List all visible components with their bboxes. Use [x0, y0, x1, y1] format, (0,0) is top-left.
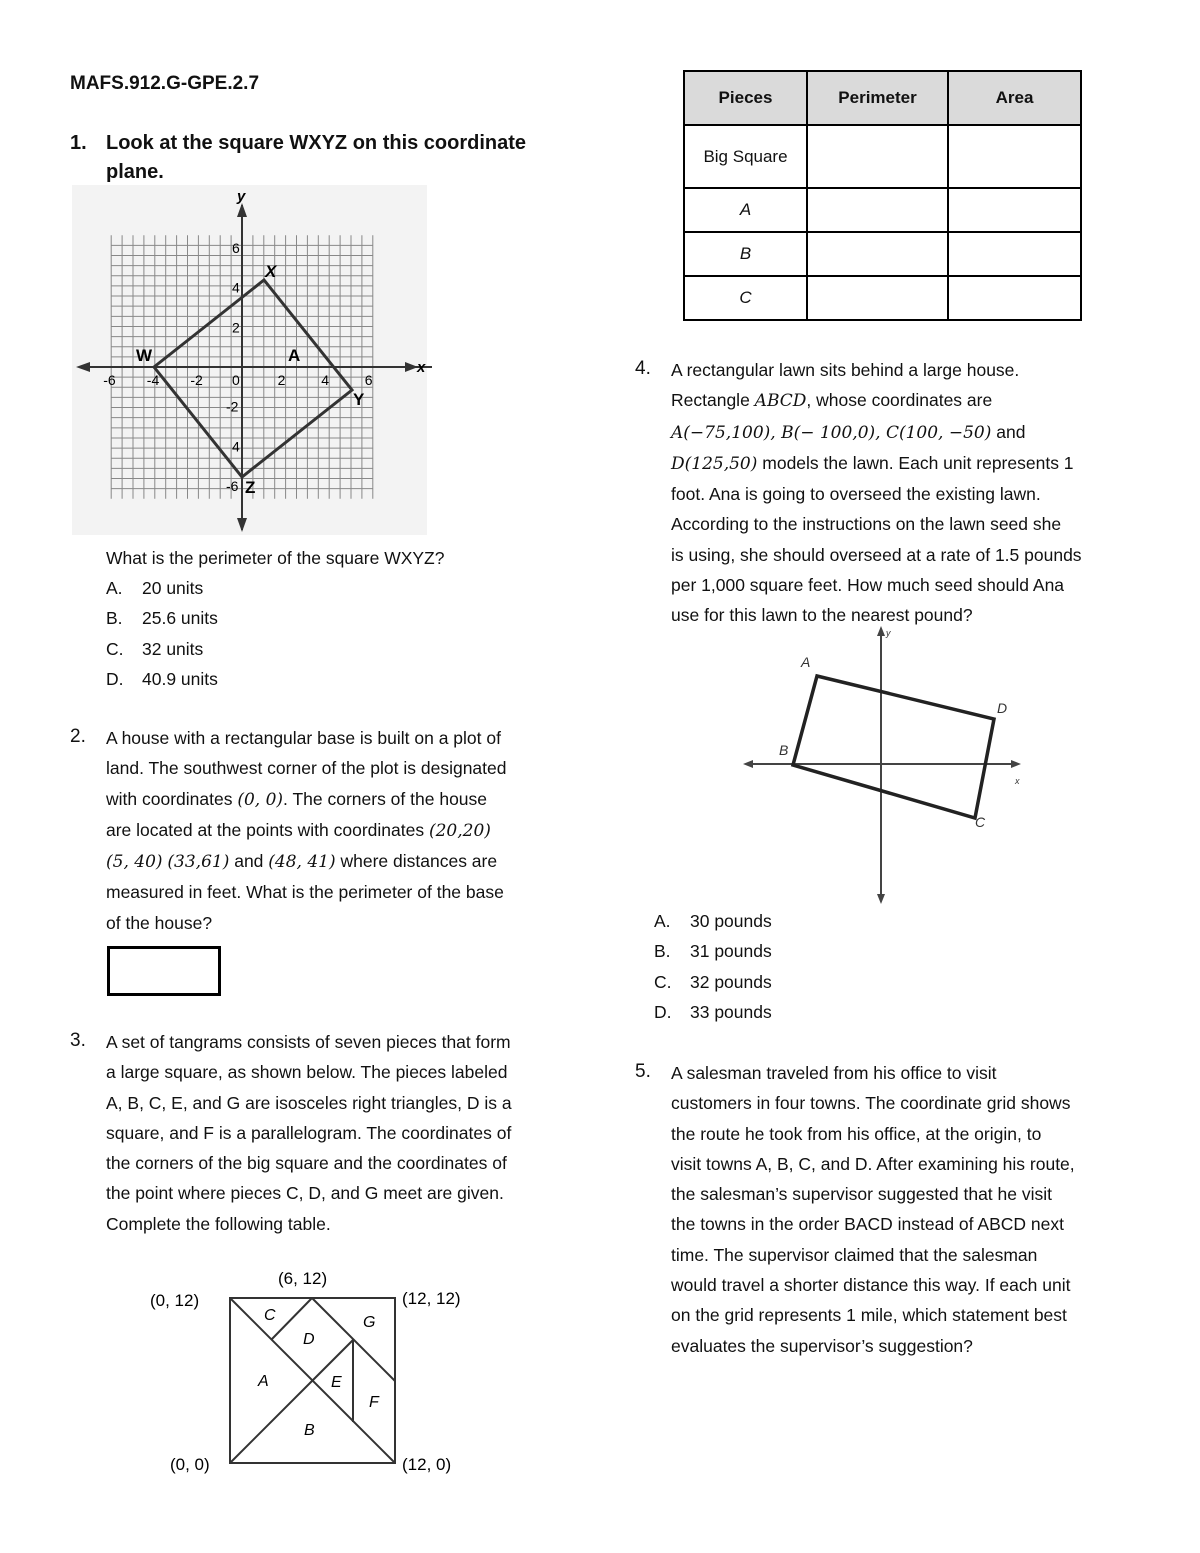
text-run: and	[229, 851, 269, 872]
option-letter: B.	[654, 941, 671, 962]
q3-tangram-figure	[150, 1262, 490, 1482]
q2-line	[106, 784, 506, 815]
text-run: Rectangle	[671, 390, 755, 411]
text-run: and	[991, 421, 1026, 442]
q5-line: would travel a shorter distance this way. If each unit	[671, 1275, 1071, 1296]
option-text: 33 pounds	[690, 1001, 772, 1022]
math-run: (33,61)	[167, 852, 230, 873]
option-text: 40.9 units	[142, 668, 218, 689]
q5-line: evaluates the supervisor’s suggestion?	[671, 1335, 973, 1356]
point-label-z: Z	[245, 478, 256, 497]
option-letter: D.	[654, 1001, 672, 1022]
cell-area[interactable]	[948, 188, 1081, 232]
q5-line: on the grid represents 1 mile, which statement best	[671, 1305, 1067, 1326]
q1-options	[106, 573, 218, 694]
q3-line: the corners of the big square and the coordinates of	[106, 1153, 507, 1174]
vertex-label-b: B	[779, 742, 789, 758]
header-pieces: Pieces	[684, 71, 807, 125]
q4-line: foot. Ana is going to overseed the existing lawn.	[671, 484, 1041, 505]
piece-f-label: F	[369, 1394, 379, 1411]
q4-option-d[interactable]	[654, 997, 772, 1027]
q5-line: A salesman traveled from his office to visit	[671, 1063, 997, 1083]
q1-text-line: plane.	[106, 161, 164, 183]
label-top-left: (0, 12)	[150, 1291, 200, 1310]
q5-line: the towns in the order BACD instead of ABCD next	[671, 1214, 1064, 1235]
math-run: (48, 41)	[268, 852, 336, 873]
point-label-x: X	[265, 262, 277, 281]
math-run: ABCD	[754, 391, 807, 412]
option-letter: D.	[106, 668, 124, 689]
q1-number: 1.	[70, 132, 87, 154]
q2-line	[106, 815, 506, 846]
tangram-line	[230, 1381, 312, 1463]
math-run: (20,20)	[428, 820, 491, 841]
q1-option-b[interactable]	[106, 603, 218, 633]
cell-perimeter[interactable]	[807, 232, 948, 276]
q5-number: 5.	[635, 1061, 651, 1082]
row-label-b: B	[684, 232, 807, 276]
option-letter: A.	[654, 911, 671, 931]
y-tick-label: -2	[226, 398, 239, 415]
y-axis-label: y	[886, 628, 891, 638]
label-bottom-right: (12, 0)	[402, 1455, 452, 1474]
q4-text	[671, 355, 1082, 631]
q5-text	[671, 1058, 1075, 1361]
q4-line: is using, she should overseed at a rate of 1.5 pounds	[671, 544, 1082, 565]
cell-area[interactable]	[948, 276, 1081, 320]
option-letter: B.	[106, 608, 123, 629]
option-text: 20 units	[142, 578, 204, 598]
y-axis-label: y	[237, 188, 246, 205]
label-top-right: (12, 12)	[402, 1289, 461, 1308]
q3-line: the point where pieces C, D, and G meet are given.	[106, 1183, 504, 1204]
x-tick-label: 0	[232, 372, 240, 388]
option-text: 25.6 units	[142, 608, 218, 629]
q3-line: A, B, C, E, and G are isosceles right triangles, D is a	[106, 1092, 512, 1113]
y-tick-label: -6	[226, 478, 239, 495]
vertex-label-a: A	[801, 654, 811, 670]
q4-line	[671, 385, 1082, 416]
q5-line: customers in four towns. The coordinate grid shows	[671, 1093, 1071, 1114]
piece-c-label: C	[264, 1307, 276, 1324]
text-run: models the lawn. Each unit represents 1	[757, 452, 1074, 473]
piece-b-label: B	[304, 1422, 315, 1439]
standard-code: MAFS.912.G-GPE.2.7	[70, 73, 260, 94]
q4-number: 4.	[635, 358, 651, 379]
label-top-mid: (6, 12)	[278, 1269, 328, 1288]
q4-line: use for this lawn to the nearest pound?	[671, 605, 973, 626]
option-text: 31 pounds	[690, 941, 772, 962]
row-label-a: A	[684, 188, 807, 232]
cell-area[interactable]	[948, 232, 1081, 276]
q3-number: 3.	[70, 1030, 86, 1051]
q4-line: A rectangular lawn sits behind a large house.	[671, 360, 1020, 380]
q2-line	[106, 846, 506, 877]
math-run: D(125,50)	[671, 453, 758, 474]
y-tick-label: 2	[232, 319, 240, 336]
q4-option-b[interactable]	[654, 936, 772, 966]
header-perimeter: Perimeter	[807, 71, 948, 125]
x-tick-label: -6	[103, 372, 116, 388]
x-tick-label: 2	[277, 372, 286, 388]
x-tick-label: -4	[146, 372, 160, 388]
label-bottom-left: (0, 0)	[170, 1455, 210, 1474]
y-tick-label: 6	[232, 239, 240, 256]
q1-text	[106, 129, 526, 187]
q1-text-line: Look at the square WXYZ on this coordinate	[106, 132, 527, 154]
piece-e-label: E	[331, 1374, 342, 1391]
q4-option-a[interactable]	[654, 906, 772, 936]
y-tick-label: 4	[232, 438, 240, 455]
y-axis-arrow	[877, 894, 885, 904]
x-axis-label: x	[417, 359, 426, 376]
cell-area[interactable]	[948, 125, 1081, 188]
q4-options	[654, 906, 772, 1027]
row-label-c: C	[684, 276, 807, 320]
x-axis-arrow-right	[400, 355, 430, 380]
cell-perimeter[interactable]	[807, 125, 948, 188]
piece-g-label: G	[363, 1314, 376, 1331]
x-axis-arrow	[1011, 760, 1021, 768]
point-label-y: Y	[353, 390, 365, 409]
q5-line: the salesman’s supervisor suggested that he visit	[671, 1184, 1052, 1205]
row-label-big-square: Big Square	[684, 125, 807, 188]
q4-lawn-figure	[735, 622, 1035, 912]
math-run: (5, 40)	[106, 852, 163, 873]
q4-option-c[interactable]	[654, 967, 772, 997]
q3-line: A set of tangrams consists of seven pieces that form	[106, 1032, 511, 1052]
q3-line: a large square, as shown below. The pieces labeled	[106, 1062, 508, 1083]
option-text: 32 units	[142, 638, 204, 659]
text-run: are located at the points with coordinates	[106, 819, 429, 840]
header-area: Area	[948, 71, 1081, 125]
x-tick-label: 4	[321, 372, 329, 388]
cell-perimeter[interactable]	[807, 276, 948, 320]
q2-text	[106, 723, 506, 938]
text-run: , whose coordinates are	[806, 390, 993, 411]
q5-line: visit towns A, B, C, and D. After examining his route,	[671, 1153, 1075, 1174]
point-label-w: W	[136, 346, 153, 365]
q2-line: measured in feet. What is the perimeter of the base	[106, 882, 504, 903]
q5-line: time. The supervisor claimed that the salesman	[671, 1244, 1038, 1265]
q1-option-c[interactable]	[106, 634, 218, 664]
q1-option-a[interactable]	[106, 573, 218, 603]
q1-option-d[interactable]	[106, 664, 218, 694]
q2-line: land. The southwest corner of the plot is designated	[106, 758, 507, 779]
cell-perimeter[interactable]	[807, 188, 948, 232]
x-tick-label: -2	[190, 372, 203, 388]
x-axis-label: x	[1015, 776, 1020, 786]
text-run: with coordinates	[106, 788, 238, 809]
x-tick-label: 6	[364, 372, 373, 388]
option-letter: C.	[106, 638, 124, 659]
q4-line	[671, 448, 1082, 479]
q4-line: per 1,000 square feet. How much seed should Ana	[671, 575, 1065, 596]
q1-coordinate-graph	[72, 185, 432, 535]
x-axis-arrow	[743, 760, 753, 768]
piece-d-label: D	[303, 1331, 315, 1348]
y-tick-label: 4	[232, 279, 240, 296]
text-run: where distances are	[335, 851, 498, 872]
option-text: 30 pounds	[690, 911, 772, 931]
math-run: A(−75,100), B(− 100,0), C(100, −50)	[671, 422, 992, 443]
q3-text	[106, 1027, 512, 1239]
point-label-a: A	[288, 346, 301, 365]
q2-line: of the house?	[106, 912, 213, 933]
vertex-label-d: D	[997, 700, 1008, 716]
q2-number: 2.	[70, 726, 86, 747]
y-axis-arrow	[877, 626, 885, 636]
q3-line: Complete the following table.	[106, 1213, 331, 1234]
text-run: . The corners of the house	[283, 788, 488, 809]
option-letter: C.	[654, 971, 672, 992]
q2-answer-box[interactable]	[107, 946, 221, 996]
vertex-label-c: C	[975, 814, 986, 830]
q4-line	[671, 417, 1082, 448]
math-run: (0, 0)	[237, 789, 284, 810]
option-text: 32 pounds	[690, 971, 772, 992]
q1-prompt: What is the perimeter of the square WXYZ?	[106, 548, 445, 568]
lawn-rectangle-abcd	[793, 676, 994, 818]
q5-line: the route he took from his office, at the origin, to	[671, 1123, 1042, 1144]
option-letter: A.	[106, 578, 123, 598]
q2-line: A house with a rectangular base is built on a plot of	[106, 728, 501, 748]
q4-line: According to the instructions on the lawn seed she	[671, 514, 1062, 535]
q3-pieces-table	[683, 70, 1082, 321]
q3-line: square, and F is a parallelogram. The coordinates of	[106, 1122, 512, 1143]
piece-a-label: A	[258, 1373, 269, 1390]
